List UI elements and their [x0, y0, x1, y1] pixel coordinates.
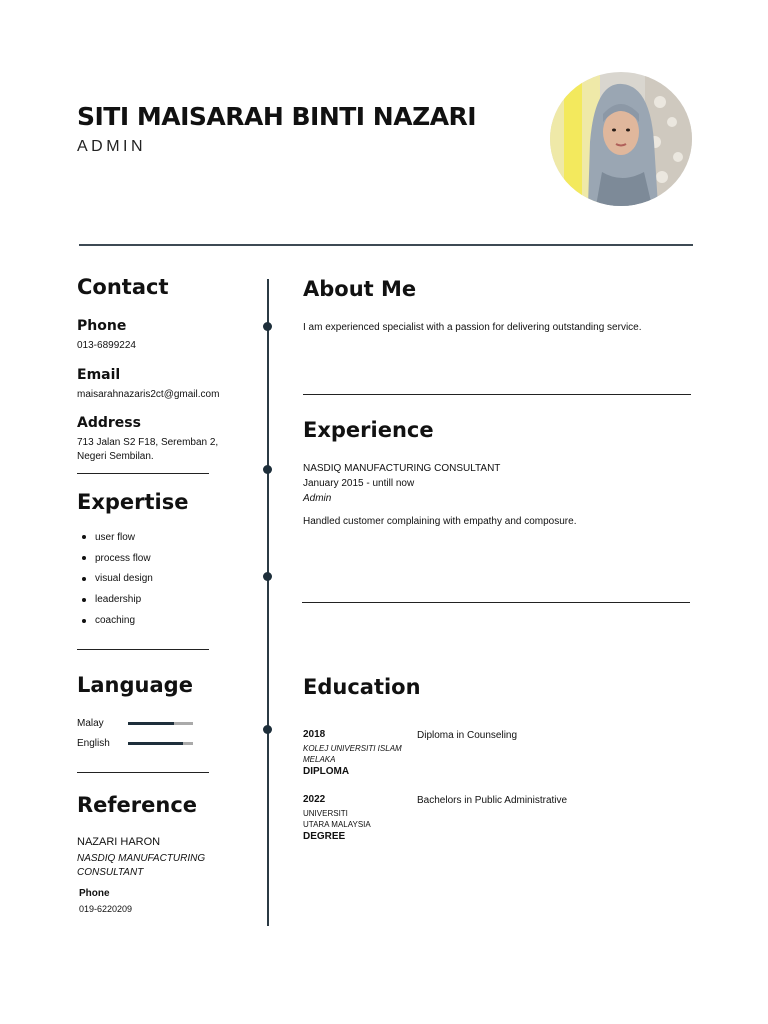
bullet-icon: [82, 556, 86, 560]
job-role: ADMIN: [77, 138, 147, 155]
list-item: process flow: [82, 548, 153, 569]
address-line-2: Negeri Sembilan.: [77, 451, 154, 462]
bullet-icon: [82, 598, 86, 602]
address-line-1: 713 Jalan S2 F18, Seremban 2,: [77, 437, 219, 448]
language-list: [77, 713, 193, 753]
about-heading: About Me: [303, 277, 417, 301]
reference-heading: Reference: [77, 793, 198, 817]
experience-position: Admin: [303, 493, 332, 504]
expertise-list: [82, 527, 153, 631]
proficiency-bar: [128, 742, 193, 745]
education-course: Bachelors in Public Administrative: [417, 795, 568, 806]
language-name: Malay: [77, 717, 104, 729]
section-divider: [302, 602, 690, 603]
header-divider: [79, 244, 693, 246]
list-item: visual design: [82, 569, 153, 590]
language-row: [77, 733, 193, 753]
section-divider: [77, 772, 209, 773]
education-school-line-2: UTARA MALAYSIA: [303, 820, 371, 829]
reference-phone: 019-6220209: [79, 904, 133, 914]
language-heading: Language: [77, 673, 193, 697]
reference-phone-label: Phone: [79, 888, 110, 899]
education-level: DEGREE: [303, 831, 346, 842]
timeline-dot: [263, 725, 272, 734]
section-divider: [77, 649, 209, 650]
proficiency-bar: [128, 722, 193, 725]
section-divider: [303, 394, 691, 395]
timeline-dot: [263, 572, 272, 581]
language-name: English: [77, 737, 110, 749]
experience-dates: January 2015 - untill now: [303, 478, 415, 489]
list-item: user flow: [82, 527, 153, 548]
contact-heading: Contact: [77, 275, 169, 299]
timeline-dot: [263, 465, 272, 474]
experience-company: NASDIQ MANUFACTURING CONSULTANT: [303, 463, 501, 474]
proficiency-fill: [128, 742, 183, 745]
full-name: SITI MAISARAH BINTI NAZARI: [77, 102, 477, 131]
education-heading: Education: [303, 675, 421, 699]
education-year: 2018: [303, 729, 326, 740]
timeline-line: [267, 279, 269, 926]
reference-company-line-2: CONSULTANT: [77, 867, 144, 878]
education-year: 2022: [303, 794, 326, 805]
language-row: [77, 713, 193, 733]
phone-label: Phone: [77, 318, 127, 334]
address-label: Address: [77, 415, 141, 431]
bullet-icon: [82, 619, 86, 623]
email-value: maisarahnazaris2ct@gmail.com: [77, 389, 220, 400]
proficiency-fill: [128, 722, 174, 725]
education-level: DIPLOMA: [303, 766, 350, 777]
email-label: Email: [77, 367, 121, 383]
education-school-line-1: UNIVERSITI: [303, 809, 348, 818]
experience-heading: Experience: [303, 418, 434, 442]
phone-value: 013-6899224: [77, 340, 136, 351]
education-course: Diploma in Counseling: [417, 730, 518, 741]
list-item: coaching: [82, 610, 153, 631]
profile-photo: [550, 72, 692, 206]
expertise-heading: Expertise: [77, 490, 189, 514]
reference-name: NAZARI HARON: [77, 836, 161, 848]
education-school-line-2: MELAKA: [303, 755, 336, 764]
bullet-icon: [82, 577, 86, 581]
about-text: I am experienced specialist with a passion for delivering outstanding service.: [303, 322, 642, 333]
bullet-icon: [82, 535, 86, 539]
experience-description: Handled customer complaining with empathy and composure.: [303, 516, 577, 527]
section-divider: [77, 473, 209, 474]
timeline-dot: [263, 322, 272, 331]
education-school-line-1: KOLEJ UNIVERSITI ISLAM: [303, 744, 402, 753]
list-item: leadership: [82, 589, 153, 610]
reference-company-line-1: NASDIQ MANUFACTURING: [77, 853, 206, 864]
